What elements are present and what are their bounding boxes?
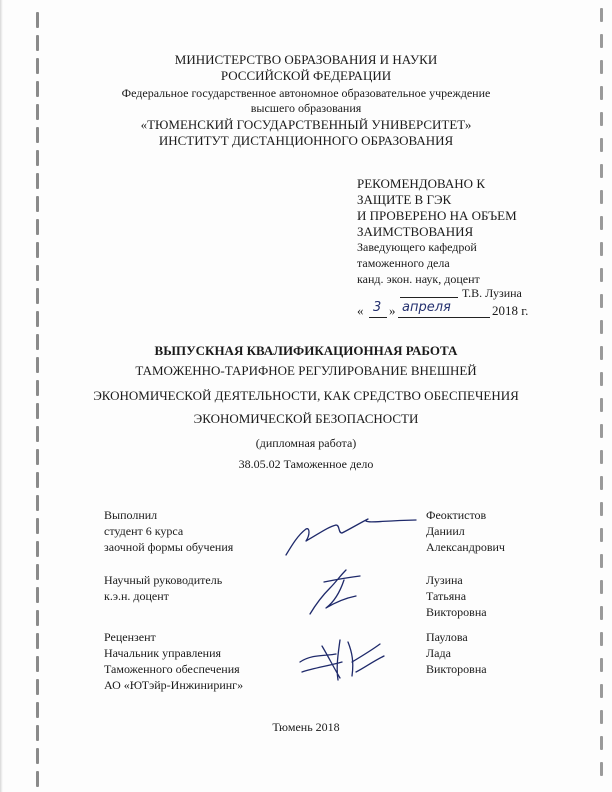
supervisor-role-1: Научный руководитель (104, 573, 223, 587)
supervisor-first-name: Татьяна (426, 589, 467, 603)
author-role-3: заочной формы обучения (104, 540, 234, 554)
institution-line-2: высшего образования (250, 101, 362, 115)
date-year: 2018 г. (492, 303, 529, 318)
binding-punch-mark (36, 587, 39, 603)
binding-punch-mark (600, 34, 603, 48)
supervisor-signature (300, 562, 380, 620)
approval-position-2: таможенного дела (357, 256, 450, 270)
reviewer-role-3: Таможенного обеспечения (104, 662, 240, 676)
ministry-line-1: МИНИСТЕРСТВО ОБРАЗОВАНИЯ И НАУКИ (174, 52, 438, 67)
supervisor-surname: Лузина (426, 573, 463, 587)
binding-punch-mark (600, 294, 603, 308)
binding-punch-mark (36, 219, 39, 235)
binding-punch-mark (600, 762, 603, 776)
binding-punch-mark (36, 610, 39, 626)
binding-punch-mark (36, 12, 39, 28)
binding-punch-mark (600, 554, 603, 568)
approval-signature-line (400, 297, 458, 298)
binding-punch-mark (36, 541, 39, 557)
binding-punch-mark (600, 502, 603, 516)
author-first-name: Даниил (426, 524, 465, 538)
binding-punch-mark (600, 190, 603, 204)
work-type: (дипломная работа) (255, 436, 357, 450)
reviewer-signature (292, 632, 388, 684)
date-month: апреля (402, 300, 451, 315)
approval-line-4: ЗАИМСТВОВАНИЯ (357, 224, 474, 239)
author-patronymic: Александрович (426, 540, 505, 554)
binding-punch-mark (600, 528, 603, 542)
binding-punch-mark (600, 580, 603, 594)
binding-punch-mark (36, 518, 39, 534)
binding-punch-mark (600, 476, 603, 490)
reviewer-surname: Паулова (426, 630, 468, 644)
work-kind: ВЫПУСКНАЯ КВАЛИФИКАЦИОННАЯ РАБОТА (154, 343, 458, 358)
approval-line-2: ЗАЩИТЕ В ГЭК (357, 192, 452, 207)
binding-punch-mark (36, 679, 39, 695)
binding-punch-mark (36, 311, 39, 327)
reviewer-role-1: Рецензент (104, 630, 156, 644)
binding-punch-mark (36, 173, 39, 189)
binding-punch-mark (36, 748, 39, 764)
specialty: 38.05.02 Таможенное дело (238, 457, 374, 471)
binding-punch-mark (600, 268, 603, 282)
binding-punch-mark (600, 216, 603, 230)
binding-punch-mark (36, 656, 39, 672)
binding-punch-mark (36, 702, 39, 718)
date-day: 3 (373, 300, 382, 315)
ministry-line-2: РОССИЙСКОЙ ФЕДЕРАЦИИ (220, 68, 392, 83)
reviewer-first-name: Лада (426, 646, 451, 660)
thesis-title-line-1: ТАМОЖЕННО-ТАРИФНОЕ РЕГУЛИРОВАНИЕ ВНЕШНЕЙ (135, 363, 477, 378)
reviewer-role-4: АО «ЮТэйр-Инжиниринг» (104, 678, 244, 692)
binding-punch-mark (36, 771, 39, 787)
binding-punch-mark (36, 633, 39, 649)
author-signature (280, 505, 420, 563)
binding-punch-mark (600, 8, 603, 22)
binding-punch-mark (600, 320, 603, 334)
binding-punch-mark (600, 684, 603, 698)
institute-name: ИНСТИТУТ ДИСТАНЦИОННОГО ОБРАЗОВАНИЯ (158, 133, 454, 148)
binding-punch-mark (600, 242, 603, 256)
binding-punch-mark (36, 150, 39, 166)
date-month-line (398, 317, 490, 318)
binding-punch-mark (36, 265, 39, 281)
thesis-title-line-2: ЭКОНОМИЧЕСКОЙ ДЕЯТЕЛЬНОСТИ, КАК СРЕДСТВО ОБЕСПЕЧЕНИЯ (93, 388, 519, 403)
author-role-1: Выполнил (104, 508, 158, 522)
binding-punch-mark (36, 564, 39, 580)
reviewer-patronymic: Викторовна (426, 662, 487, 676)
binding-punch-mark (600, 606, 603, 620)
binding-punch-mark (600, 164, 603, 178)
approval-degree: канд. экон. наук, доцент (357, 272, 480, 286)
binding-punch-mark (600, 632, 603, 646)
binding-punch-mark (36, 495, 39, 511)
approval-line-3: И ПРОВЕРЕНО НА ОБЪЕМ (357, 208, 517, 223)
binding-punch-mark (36, 35, 39, 51)
thesis-title-line-3: ЭКОНОМИЧЕСКОЙ БЕЗОПАСНОСТИ (193, 411, 419, 426)
binding-punch-mark (36, 196, 39, 212)
author-surname: Феоктистов (426, 508, 487, 522)
institution-line-1: Федеральное государственное автономное образовательное учреждение (121, 86, 491, 100)
binding-punch-mark (36, 288, 39, 304)
author-role-2: студент 6 курса (104, 524, 184, 538)
approval-line-1: РЕКОМЕНДОВАНО К (357, 176, 485, 191)
approval-position-1: Заведующего кафедрой (357, 240, 477, 254)
supervisor-patronymic: Викторовна (426, 605, 487, 619)
approval-name: Т.В. Лузина (462, 286, 522, 300)
binding-punch-mark (36, 472, 39, 488)
date-close-quote: » (389, 303, 396, 318)
date-open-quote: « (357, 303, 364, 318)
binding-punch-mark (36, 242, 39, 258)
reviewer-role-2: Начальник управления (104, 646, 222, 660)
binding-punch-mark (600, 736, 603, 750)
supervisor-role-2: к.э.н. доцент (104, 589, 169, 603)
binding-punch-mark (600, 658, 603, 672)
university-name: «ТЮМЕНСКИЙ ГОСУДАРСТВЕННЫЙ УНИВЕРСИТЕТ» (140, 117, 472, 132)
date-day-line (369, 317, 387, 318)
city-year: Тюмень 2018 (272, 720, 340, 734)
